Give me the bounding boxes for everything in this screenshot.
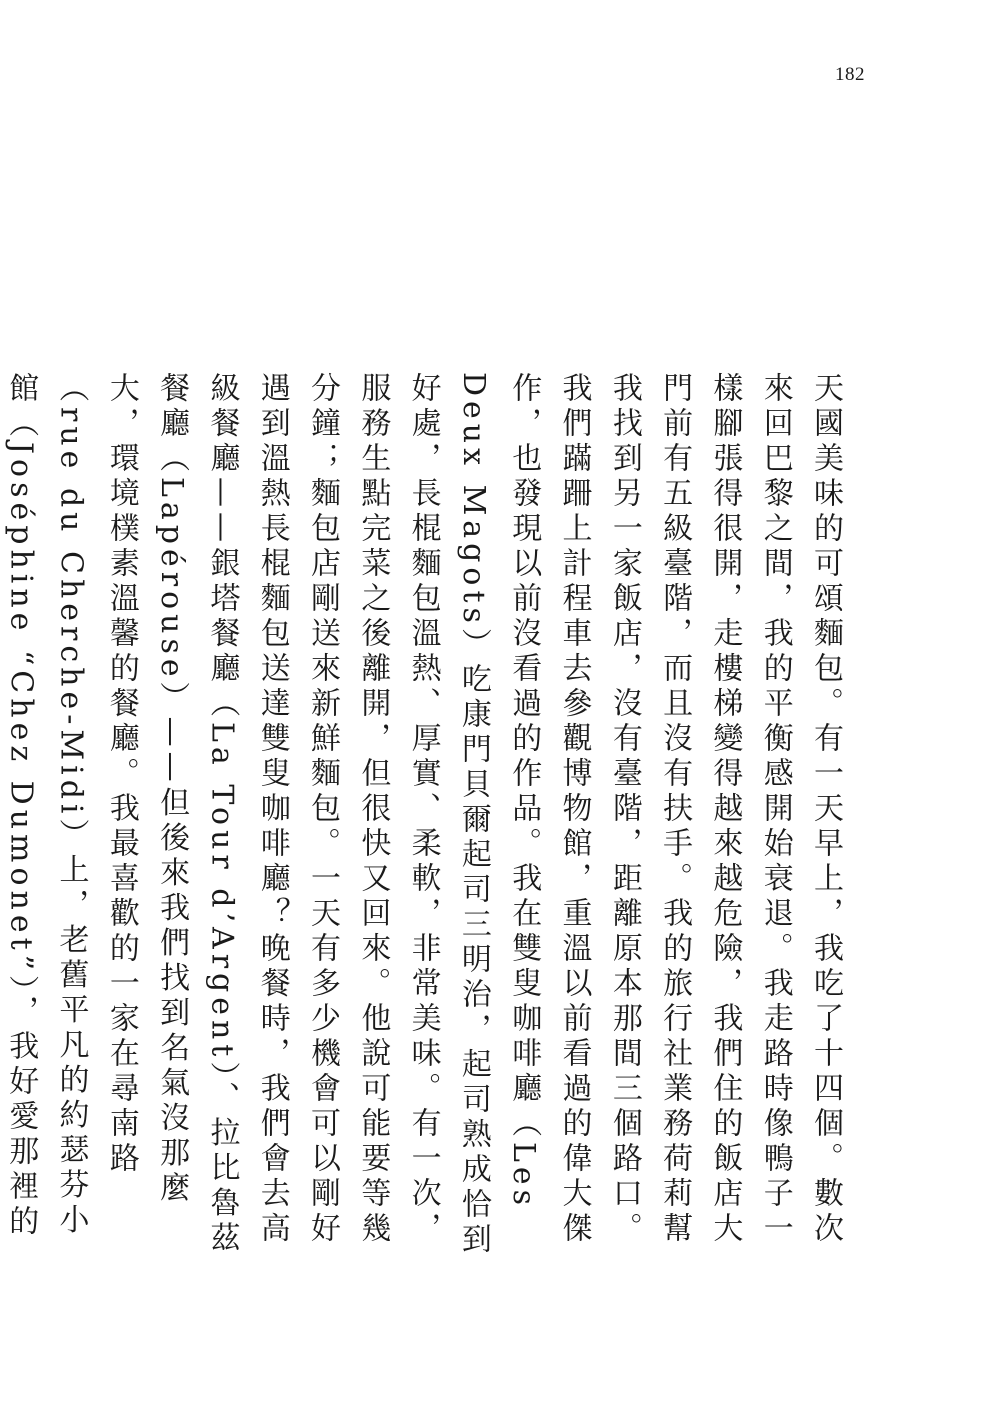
page-number: 182 (835, 64, 865, 85)
body-text (0, 372, 850, 1272)
paragraph: 天國美味的可頌麵包。有一天早上，我吃了十四個。數次來回巴黎之間，我的平衡感開始衰退。我走路時像鴨子一樣腳張得很開，走樓梯變得越來越危險，我們住的飯店大門前有五級臺階，而且沒有扶手。我的旅行社業務荷莉幫我找到另一家飯店，沒有臺階，距離原本那間三個路口。我們蹣跚上計程車去參觀博物館，重溫以前看過的偉大傑作，也發現以前沒看過的作品。我在雙叟咖啡廳（Les Deux Magots）吃康門貝爾起司三明治，起司熟成恰到好處，長棍麵包溫熱、厚實、柔軟，非常美味。有一次，服務生點完菜之後離開，但很快又回來。他說可能要等幾分鐘；麵包店剛送來新鮮麵包。一天有多少機會可以剛好遇到溫熱長棍麵包送達雙叟咖啡廳？晚餐時，我們會去高級餐廳——銀塔餐廳（La Tour d’Argent）、拉比魯茲餐廳（Lapérouse）——但後來我們找到名氣沒那麼大，環境樸素溫馨的餐廳。我最喜歡的一家在尋南路（rue du Cherche-Midi）上，老舊平凡的約瑟芬小館（Joséphine “Chez Dumonet”），我好愛那裡的 (3, 372, 843, 1258)
